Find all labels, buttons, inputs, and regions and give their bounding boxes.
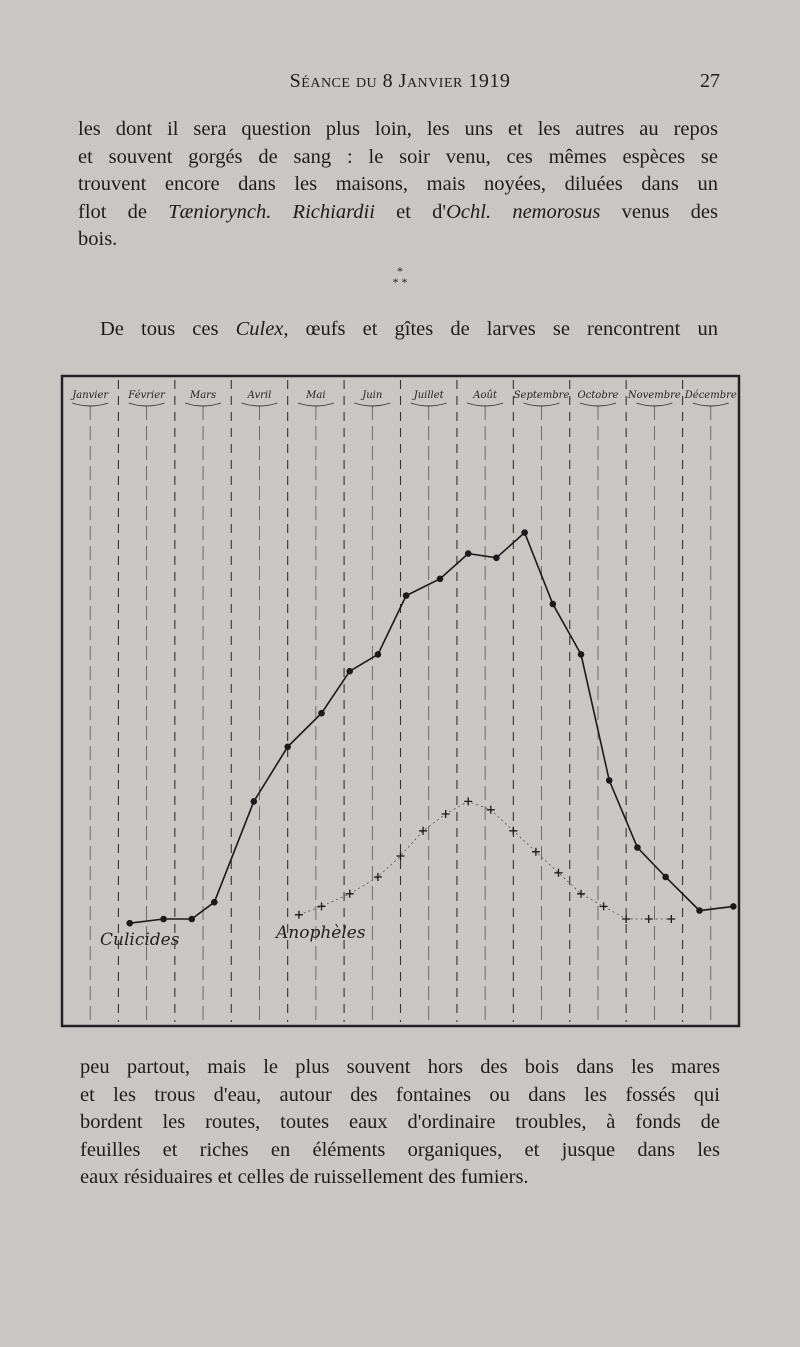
month-label: Avril [247,390,272,401]
data-point-anopheles [645,915,653,923]
month-brace [129,403,165,406]
data-point-anopheles [487,806,495,814]
data-point-culicides [126,920,133,927]
text-line [80,1164,720,1192]
data-point-anopheles [318,902,326,910]
data-point-anopheles [622,915,630,923]
italic-term: Tæniorynch. Richiardii [168,200,375,223]
text-run: peu partout, mais le plus souvent hors des bois dans les mares [80,1056,720,1078]
month-label: Juillet [413,390,444,401]
page-number: 27 [700,70,720,92]
data-point-culicides [662,874,669,881]
text-run: et souvent gorgés de sang : le soir venu, ces mêmes espèces se [78,145,718,168]
paragraph-3 [80,1054,720,1192]
text-run: et les trous d'eau, autour des fontaines ou dans les fossés qui [80,1083,720,1106]
month-label: Décembre [684,390,737,401]
data-point-culicides [211,899,218,906]
text-run: les dont il sera question plus loin, les uns et les autres au repos [78,118,718,140]
month-brace [467,403,503,406]
month-brace [241,403,277,406]
data-point-culicides [318,710,325,717]
month-brace [693,403,729,406]
series-line-culicides [130,533,734,924]
data-point-anopheles [442,810,450,818]
text-run: venus des [600,200,718,223]
data-point-culicides [550,601,557,608]
text-line [80,1082,720,1110]
month-label: Août [473,390,497,401]
data-point-anopheles [667,915,675,923]
month-label: Juin [362,390,383,401]
month-brace [411,403,447,406]
month-brace [72,403,108,406]
month-brace [185,403,221,406]
text-line [80,1054,720,1082]
data-point-anopheles [346,890,354,898]
month-brace [354,403,390,406]
running-title: Séance du 8 Janvier 1919 [289,70,511,92]
text-run: De tous ces [100,318,236,340]
data-point-anopheles [397,852,405,860]
month-label: Octobre [577,390,619,401]
text-run: et d' [374,200,447,223]
text-line [80,1109,720,1137]
month-label: Novembre [627,390,681,401]
data-point-culicides [730,903,737,910]
text-run: bois. [78,228,118,250]
month-label: Septembre [513,390,570,401]
month-label: Février [128,390,165,401]
series-label-culicides: Culicides [100,930,180,950]
month-brace [524,403,560,406]
month-label: Mars [189,390,217,401]
data-point-culicides [251,798,258,805]
series-label-anopheles: Anophèles [276,923,366,943]
data-point-culicides [521,529,528,536]
data-point-culicides [284,744,291,751]
italic-term: Culex [235,318,284,340]
data-point-culicides [578,651,585,658]
data-point-anopheles [577,890,585,898]
data-point-culicides [696,907,703,914]
data-point-anopheles [600,902,608,910]
data-point-culicides [606,777,613,784]
data-point-culicides [346,668,353,675]
data-point-culicides [634,844,641,851]
italic-term: Ochl. nemorosus [446,200,601,223]
data-point-anopheles [464,797,472,805]
data-point-culicides [403,592,410,599]
month-brace [580,403,616,406]
text-run: feuilles et riches en éléments organiques, et jusque dans les [80,1138,720,1161]
month-label: Janvier [72,390,109,401]
text-run: flot de [78,200,169,223]
text-run: , œufs et gîtes de larves se rencontrent un [283,318,718,340]
month-brace [636,403,672,406]
data-point-culicides [465,550,472,557]
data-point-culicides [493,555,500,562]
data-point-anopheles [295,911,303,919]
month-label: Mai [306,390,326,401]
text-run: eaux résiduaires et celles de ruissellement des fumiers. [80,1166,529,1188]
data-point-anopheles [419,827,427,835]
text-run: trouvent encore dans les maisons, mais noyées, diluées dans un [78,173,718,195]
data-point-culicides [160,916,167,923]
data-point-culicides [437,576,444,583]
data-point-culicides [375,651,382,658]
data-point-culicides [188,916,195,923]
month-brace [298,403,334,406]
asterism-bottom: * * [392,275,408,289]
asterism-top: * [397,264,403,278]
text-line [80,1137,720,1165]
text-run: bordent les routes, toutes eaux d'ordinaire troubles, à fonds de [80,1111,720,1133]
